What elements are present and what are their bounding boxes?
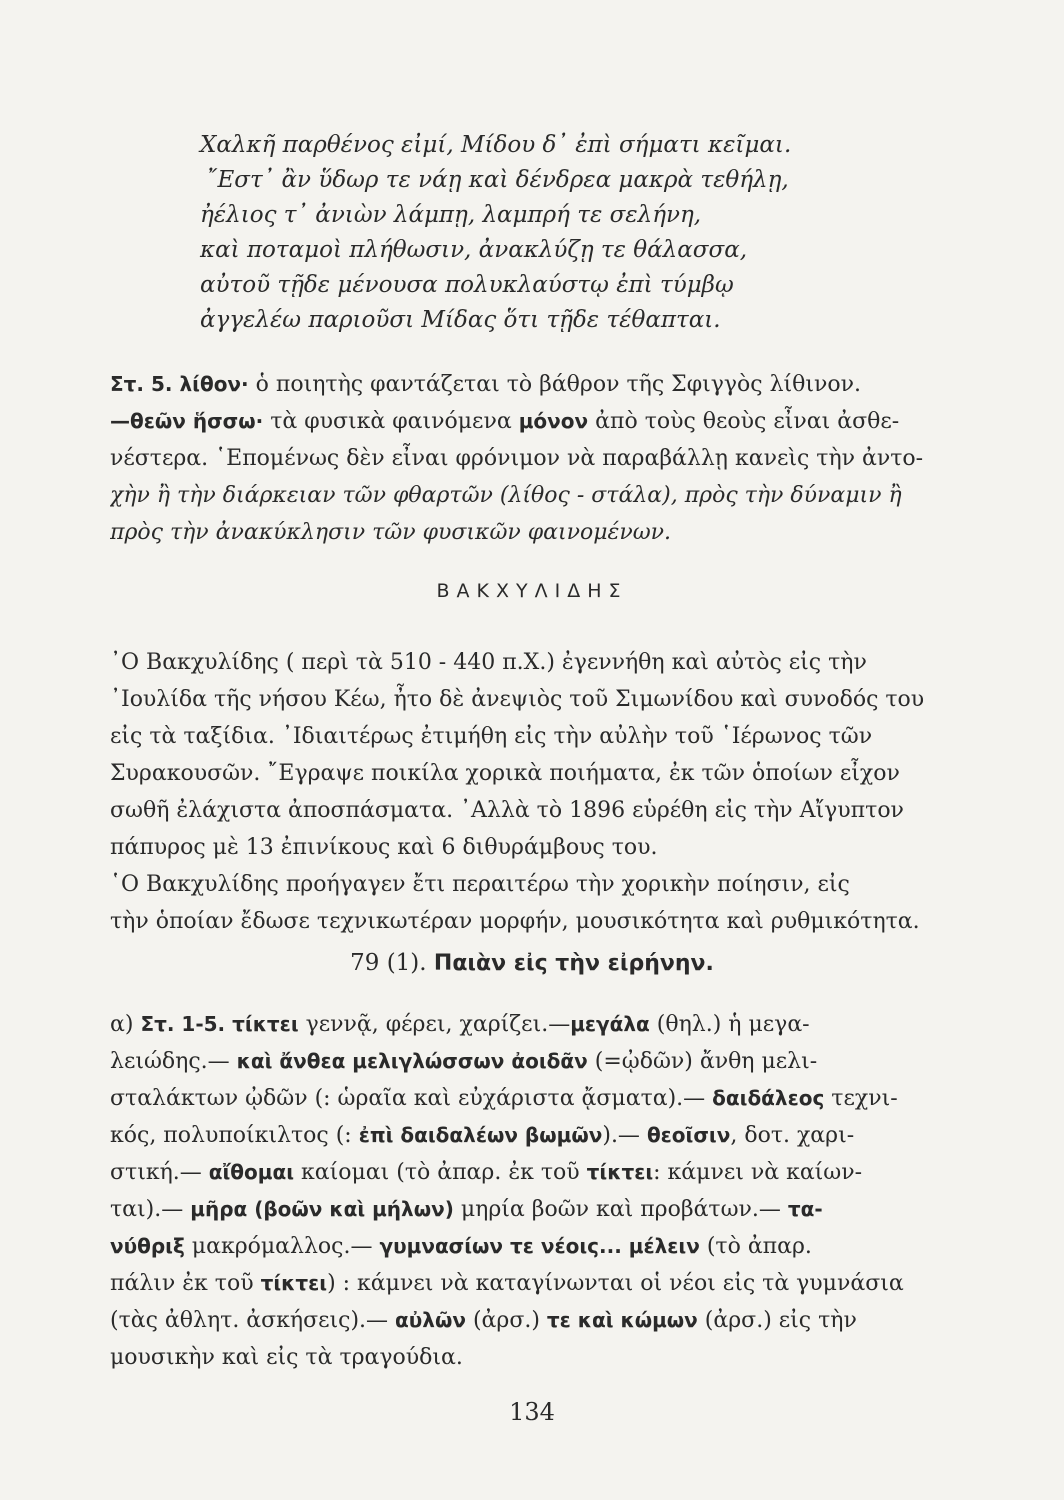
note-line [110,1302,972,1339]
biography-paragraph [110,644,972,940]
poem-title: Παιὰν εἰς τὴν εἰρήνην. [433,951,714,976]
lemma: λίθον· [179,372,249,396]
note-line [110,1339,972,1376]
lemma: θεοῖσιν [646,1123,731,1147]
poem-number: 79 (1). [350,950,427,976]
bio-line: ᾿Ιουλίδα τῆς νήσου Κέω, ἦτο δὲ ἀνεψιὸς τοῦ Σιμωνίδου καὶ συνοδός του [110,687,925,712]
note-line: χὴν ἢ τὴν διάρκειαν τῶν φθαρτῶν (λίθος - στάλα), πρὸς τὴν δύναμιν ἢ [110,483,902,508]
gloss: καίομαι (τὸ ἀπαρ. ἐκ τοῦ [294,1160,587,1185]
poem-line: ἠέλιος τ᾿ ἀνιὼν λάμπῃ, λαμπρή τε σελήνη, [200,202,702,228]
gloss: μηρία βοῶν καὶ προβάτων.— [453,1197,788,1222]
gloss: (ἀρσ.) [465,1308,547,1333]
gloss: (τὸ ἀπαρ. [699,1234,812,1259]
bio-line: ῾Ο Βακχυλίδης προήγαγεν ἔτι περαιτέρω τὴν χορικὴν ποίησιν, εἰς [110,872,850,897]
lemma: νύθριξ [110,1234,185,1258]
lemma: μῆρα (βοῶν καὶ μήλων) [190,1197,454,1221]
gloss: ) : κάμνει νὰ καταγίνωνται οἱ νέοι εἰς τὰ γυμνάσια [327,1271,904,1296]
poem-line: Χαλκῆ παρθένος εἰμί, Μίδου δ᾿ ἐπὶ σήματι κεῖμαι. [200,132,792,158]
commentary-note-2 [110,1006,972,1376]
gloss: ).— [602,1123,647,1148]
gloss: ὁ ποιητὴς φαντάζεται τὸ βάθρον τῆς Σφιγγὸς λίθινον. [248,372,862,397]
bio-line: τὴν ὁποίαν ἔδωσε τεχνικωτέραν μορφήν, μουσικότητα καὶ ρυθμικότητα. [110,909,920,934]
note-line [110,1154,972,1191]
gloss: μακρόμαλλος.— [184,1234,380,1259]
gloss: τεχνι- [824,1086,898,1111]
lemma: τίκτει [232,1012,299,1036]
lemma: τε καὶ κώμων [546,1308,698,1332]
gloss: τὰ φυσικὰ φαινόμενα [263,409,519,434]
note-line [110,1117,972,1154]
lemma: καὶ ἄνθεα μελιγλώσσων ἀοιδᾶν [236,1049,588,1073]
lemma: τα- [787,1197,823,1221]
gloss: κός, πολυποίκιλτος (: [110,1123,359,1148]
commentary-note-1 [110,366,972,551]
gloss: , δοτ. χαρι- [730,1123,855,1148]
poem-line: ῎Εστ᾿ ἂν ὕδωρ τε νάῃ καὶ δένδρεα μακρὰ τεθήλῃ, [206,167,789,193]
bio-line: σωθῆ ἐλάχιστα ἀποσπάσματα. ᾿Αλλὰ τὸ 1896 εὑρέθη εἰς τὴν Αἴγυπτον [110,798,904,823]
note-line [110,1006,972,1043]
gloss: : κάμνει νὰ καίων- [653,1160,863,1185]
lemma: αὐλῶν [395,1308,466,1332]
gloss: ται).— [110,1197,191,1222]
text: α) [110,1012,141,1037]
lemma: μεγάλα [570,1012,650,1036]
bio-line: Συρακουσῶν. ῎Εγραψε ποικίλα χορικὰ ποιήματα, ἐκ τῶν ὁποίων εἶχον [110,761,900,786]
poem-line: καὶ ποταμοὶ πλήθωσιν, ἀνακλύζῃ τε θάλασσα, [200,237,748,263]
gloss: ἀπὸ τοὺς θεοὺς εἶναι ἀσθε- [588,409,900,434]
lemma: αἴθομαι [208,1160,294,1184]
lemma: —θεῶν ἥσσω· [110,409,264,433]
gloss: λειώδης.— [110,1049,237,1074]
note-line: νέστερα. ῾Επομένως δὲν εἶναι φρόνιμον νὰ παραβάλλῃ κανεὶς τὴν ἀντο- [110,446,924,471]
note-line [110,1265,972,1302]
lemma: ἐπὶ δαιδαλέων βωμῶν [358,1123,603,1147]
poem-line: αὐτοῦ τῇδε μένουσα πολυκλαύστῳ ἐπὶ τύμβῳ [200,272,734,298]
bio-line: πάπυρος μὲ 13 ἐπινίκους καὶ 6 διθυράμβους του. [110,835,658,860]
note-line [110,1080,972,1117]
gloss: πάλιν ἐκ τοῦ [110,1271,261,1296]
note-line [110,403,972,440]
lemma: γυμνασίων τε νέοις... μέλειν [379,1234,700,1258]
verse-ref: Στ. 5. [110,372,173,396]
verse-ref: Στ. 1-5. [140,1012,226,1036]
note-line [110,1228,972,1265]
bio-line: εἰς τὰ ταξίδια. ᾿Ιδιαιτέρως ἐτιμήθη εἰς τὴν αὐλὴν τοῦ ῾Ιέρωνος τῶν [110,724,873,749]
gloss: (=ᾠδῶν) ἄνθη μελι- [587,1049,818,1074]
lemma: τίκτει [260,1271,328,1295]
bio-line: ᾿Ο Βακχυλίδης ( περὶ τὰ 510 - 440 π.Χ.) ἐγεννήθη καὶ αὐτὸς εἰς τὴν [110,650,867,675]
gloss: (ἀρσ.) εἰς τὴν [697,1308,857,1333]
gloss: (θηλ.) ἡ μεγα- [649,1012,810,1037]
gloss: στική.— [110,1160,209,1185]
lemma: τίκτει [586,1160,654,1184]
page-number: 134 [509,1398,555,1426]
emphasis: μόνον [518,409,589,433]
note-line [110,1043,972,1080]
gloss: (τὰς ἀθλητ. ἀσκήσεις).— [110,1308,396,1333]
poem-heading [0,950,1064,976]
epigram-poem [200,128,960,338]
gloss: μουσικὴν καὶ εἰς τὰ τραγούδια. [110,1345,463,1370]
note-line [110,1191,972,1228]
gloss: σταλάκτων ᾠδῶν (: ὡραῖα καὶ εὐχάριστα ᾄσματα).— [110,1086,713,1111]
poem-line: ἀγγελέω παριοῦσι Μίδας ὅτι τῇδε τέθαπται. [200,307,721,333]
section-heading: ΒΑΚΧΥΛΙΔΗΣ [436,580,628,602]
lemma: δαιδάλεος [712,1086,825,1110]
note-line [110,366,972,403]
gloss: γεννᾷ, φέρει, χαρίζει.— [298,1012,571,1037]
note-line: πρὸς τὴν ἀνακύκλησιν τῶν φυσικῶν φαινομένων. [110,520,672,545]
